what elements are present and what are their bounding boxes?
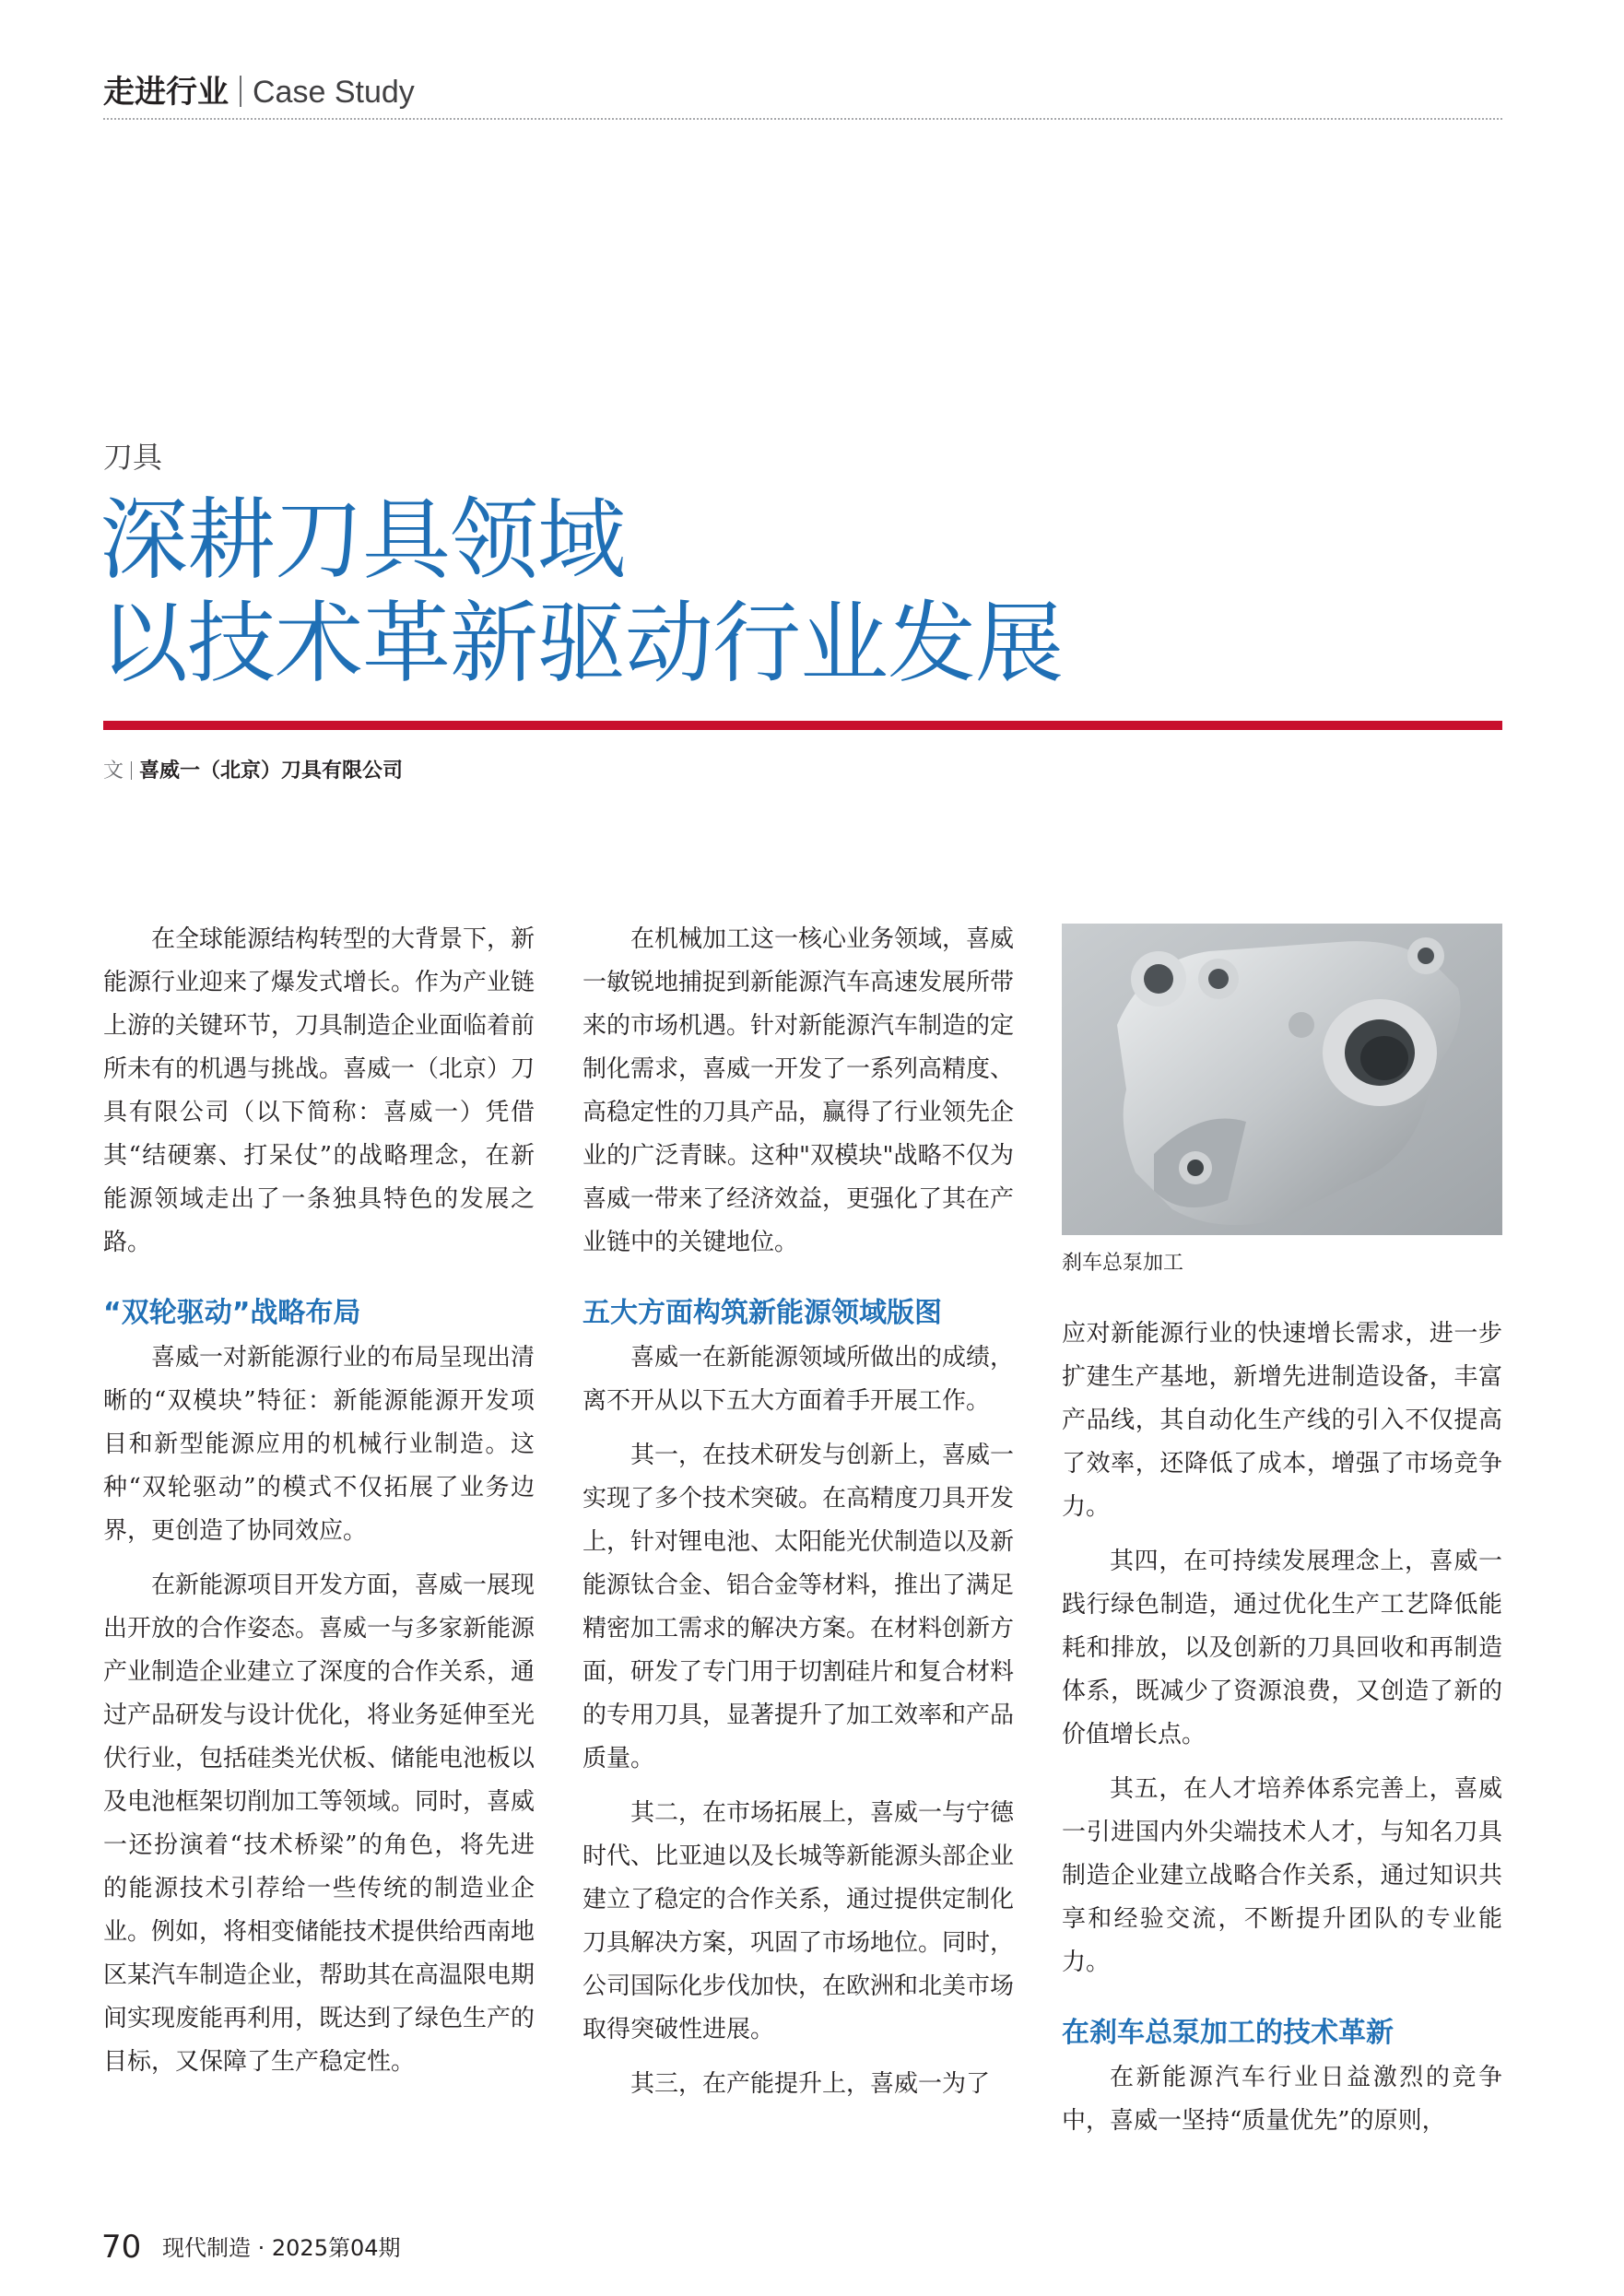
paragraph: 其三，在产能提升上，喜威一为了 — [630, 2070, 991, 2098]
journal-issue: 现代制造 · 2025第04期 — [162, 2235, 401, 2261]
section-heading: “双轮驱动”战略布局 — [103, 1297, 361, 1329]
section-name-en: Case Study — [253, 75, 415, 110]
title-red-rule — [103, 721, 1502, 730]
byline-divider — [131, 761, 132, 780]
brake-master-cylinder-photo — [1062, 924, 1502, 1235]
running-header — [103, 72, 415, 112]
paragraph: 在新能源项目开发方面，喜威一展现出开放的合作姿态。喜威一与多家新能源产业制造企业建立了深度的合作关系，通过产品研发与设计优化，将业务延伸至光伏行业，包括硅类光伏板、储能电池板以及电池框架切削加工等领域。同时，喜威一还扮演着“技术桥梁”的角色，将先进的能源技术引荐给一些传统的制造业企业。例如，将相变储能技术提供给西南地区某汽车制造企业，帮助其在高温限电期间实现废能再利用，既达到了绿色生产的目标，又保障了生产稳定性。 — [103, 1572, 535, 2076]
column-3 — [1062, 1313, 1502, 2143]
paragraph: 其一，在技术研发与创新上，喜威一实现了多个技术突破。在高精度刀具开发上，针对锂电池、太阳能光伏制造以及新能源钛合金、铝合金等材料，推出了满足精密加工需求的解决方案。在材料创新方面，研发了专门用于切割硅片和复合材料的专用刀具，显著提升了加工效率和产品质量。 — [583, 1442, 1015, 1772]
byline-label: 文 — [103, 759, 124, 783]
column-1 — [103, 918, 535, 2084]
paragraph: 应对新能源行业的快速增长需求，进一步扩建生产基地，新增先进制造设备，丰富产品线，其自动化生产线的引入不仅提高了效率，还降低了成本，增强了市场竞争力。 — [1062, 1320, 1502, 1521]
paragraph: 其四，在可持续发展理念上，喜威一践行绿色制造，通过优化生产工艺降低能耗和排放，以及创新的刀具回收和再制造体系，既减少了资源浪费，又创造了新的价值增长点。 — [1062, 1548, 1502, 1748]
section-heading: 五大方面构筑新能源领域版图 — [583, 1297, 942, 1329]
article-category: 刀具 — [103, 440, 163, 475]
paragraph: 在全球能源结构转型的大背景下，新能源行业迎来了爆发式增长。作为产业链上游的关键环节，刀具制造企业面临着前所未有的机遇与挑战。喜威一（北京）刀具有限公司（以下简称：喜威一）凭借其“结硬寨、打呆仗”的战略理念，在新能源领域走出了一条独具特色的发展之路。 — [103, 925, 535, 1256]
byline-author: 喜威一（北京）刀具有限公司 — [139, 759, 404, 783]
paragraph: 其五，在人才培养体系完善上，喜威一引进国内外尖端技术人才，与知名刀具制造企业建立战略合作关系，通过知识共享和经验交流，不断提升团队的专业能力。 — [1062, 1775, 1502, 1976]
photo-caption: 刹车总泵加工 — [1062, 1252, 1184, 1275]
paragraph: 在机械加工这一核心业务领域，喜威一敏锐地捕捉到新能源汽车高速发展所带来的市场机遇。针对新能源汽车制造的定制化需求，喜威一开发了一系列高精度、高稳定性的刀具产品，赢得了行业领先企业的广泛青睐。这种"双模块"战略不仅为喜威一带来了经济效益，更强化了其在产业链中的关键地位。 — [583, 925, 1015, 1256]
page-number: 70 — [101, 2229, 142, 2266]
section-heading: 在刹车总泵加工的技术革新 — [1062, 2017, 1394, 2049]
paragraph: 喜威一在新能源领域所做出的成绩，离不开从以下五大方面着手开展工作。 — [583, 1344, 1015, 1415]
title-line-2: 以技术革新驱动行业发展 — [100, 592, 1063, 695]
byline — [103, 758, 403, 785]
article-title — [100, 489, 1063, 695]
title-line-1: 深耕刀具领域 — [100, 489, 625, 592]
section-name: 走进行业 — [103, 74, 229, 111]
paragraph: 其二，在市场拓展上，喜威一与宁德时代、比亚迪以及长城等新能源头部企业建立了稳定的合作关系，通过提供定制化刀具解决方案，巩固了市场地位。同时，公司国际化步伐加快，在欧洲和北美市场取得突破性进展。 — [583, 1799, 1015, 2043]
paragraph: 在新能源汽车行业日益激烈的竞争中，喜威一坚持“质量优先”的原则， — [1062, 2064, 1502, 2135]
paragraph: 喜威一对新能源行业的布局呈现出清晰的“双模块”特征：新能源能源开发项目和新型能源应用的机械行业制造。这种“双轮驱动”的模式不仅拓展了业务边界，更创造了协同效应。 — [103, 1344, 535, 1545]
header-dotted-rule — [103, 118, 1502, 120]
header-divider — [240, 76, 241, 107]
column-2 — [583, 918, 1014, 2106]
